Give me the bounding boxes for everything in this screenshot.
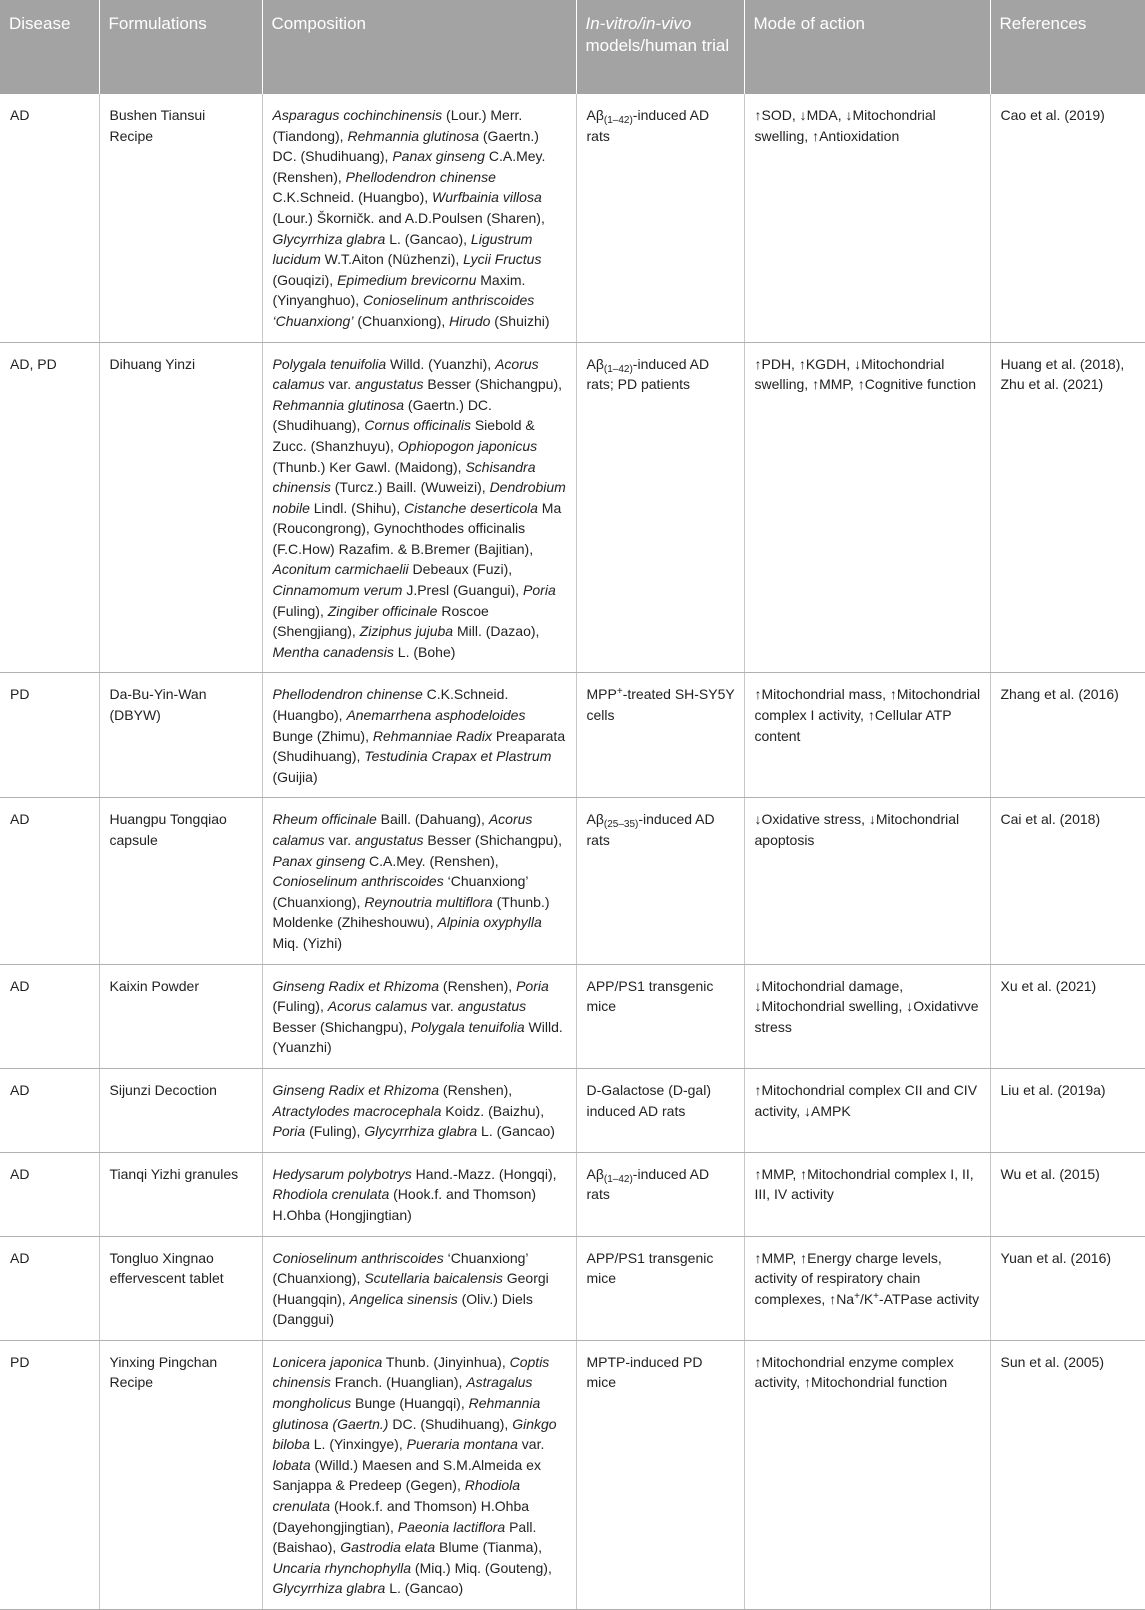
model-cell xyxy=(576,964,744,1068)
header-disease: Disease xyxy=(0,0,99,94)
model-segment: Aβ xyxy=(586,1165,604,1182)
table-row xyxy=(0,1340,1145,1609)
composition-segment: Miq. (Yizhi) xyxy=(272,934,342,951)
composition-segment: Phellodendron chinense xyxy=(272,686,423,703)
composition-segment: C.K.Schneid. (Huangbo), xyxy=(272,686,509,724)
formulation-cell xyxy=(99,1340,262,1609)
disease-cell xyxy=(0,1068,99,1152)
composition-segment: L. (Gancao) xyxy=(385,1580,464,1597)
composition-segment: (Lour.) Škorničk. and A.D.Poulsen (Sharen), xyxy=(272,209,545,226)
header-formulations: Formulations xyxy=(99,0,262,94)
composition-segment: (Fuling), xyxy=(272,602,328,619)
composition-segment: Koidz. (Baizhu), xyxy=(441,1102,545,1119)
composition-segment: Cornus officinalis xyxy=(364,417,471,434)
composition-segment: Paeonia lactiflora xyxy=(397,1518,506,1535)
reference-cell xyxy=(990,1236,1145,1340)
composition-segment: (Lour.) Merr. (Tiandong), xyxy=(272,107,523,144)
mode-of-action-cell xyxy=(744,342,990,673)
composition-cell xyxy=(262,1340,576,1609)
model-cell xyxy=(576,1068,744,1152)
composition-segment: C.A.Mey. (Renshen), xyxy=(272,148,546,185)
table-row xyxy=(0,1152,1145,1236)
composition-segment: Epimedium brevicornu xyxy=(337,271,477,288)
composition-segment: Pueraria montana xyxy=(406,1436,518,1453)
formulation-text: Huangpu Tongqiao capsule xyxy=(109,811,227,848)
composition-cell xyxy=(262,342,576,673)
composition-segment: Panax ginseng xyxy=(392,148,485,165)
mode-text: ↑Mitochondrial complex CII and CIV activity, ↓AMPK xyxy=(754,1081,978,1119)
mode-of-action-cell xyxy=(744,1152,990,1236)
disease-cell xyxy=(0,94,99,342)
disease-text: AD xyxy=(10,1081,30,1098)
model-cell xyxy=(576,1340,744,1609)
table-row xyxy=(0,94,1145,342)
model-cell xyxy=(576,673,744,798)
disease-cell xyxy=(0,1152,99,1236)
composition-segment: Besser (Shichangpu), xyxy=(423,376,563,393)
mode-segment: + xyxy=(873,1290,880,1302)
composition-segment: Poria xyxy=(523,582,556,599)
composition-segment: (Thunb.) Ker Gawl. (Maidong), xyxy=(272,458,466,475)
composition-segment: Rheum officinale xyxy=(272,811,377,828)
composition-segment: Willd. (Yuanzhi) xyxy=(272,1018,563,1056)
disease-text: AD, PD xyxy=(10,355,57,372)
model-cell xyxy=(576,94,744,342)
composition-segment: Panax ginseng xyxy=(272,852,366,869)
composition-segment: Roscoe (Shengjiang), xyxy=(272,602,489,640)
formulation-cell xyxy=(99,1152,262,1236)
formulation-cell xyxy=(99,798,262,964)
composition-segment: (Renshen), xyxy=(439,977,517,994)
composition-segment: Ziziphus jujuba xyxy=(359,623,454,640)
mode-of-action-cell xyxy=(744,964,990,1068)
composition-segment: angustatus xyxy=(457,998,527,1015)
disease-text: AD xyxy=(10,977,30,994)
composition-segment: Zingiber officinale xyxy=(327,602,438,619)
composition-segment: var. xyxy=(324,376,355,393)
composition-segment: C.A.Mey. (Renshen), xyxy=(365,852,499,869)
composition-segment: Atractylodes macrocephala xyxy=(272,1102,442,1119)
composition-segment: Scutellaria baicalensis xyxy=(364,1270,503,1287)
composition-segment: W.T.Aiton (Nüzhenzi), xyxy=(320,251,464,268)
composition-segment: ‘Chuanxiong’ (Chuanxiong), xyxy=(272,1249,529,1287)
reference-cell xyxy=(990,673,1145,798)
composition-segment: Rehmanniae Radix xyxy=(372,727,492,744)
disease-text: PD xyxy=(10,1353,30,1370)
composition-segment: Rhodiola crenulata xyxy=(272,1477,521,1515)
composition-segment: Poria xyxy=(516,977,549,994)
formulation-text: Tongluo Xingnao effervescent tablet xyxy=(109,1249,224,1287)
composition-segment: Franch. (Huanglian), xyxy=(330,1374,467,1391)
table-row xyxy=(0,342,1145,673)
disease-text: AD xyxy=(10,1165,30,1182)
model-segment: -treated SH-SY5Y cells xyxy=(586,686,735,724)
header-references: References xyxy=(990,0,1145,94)
composition-segment: Glycyrrhiza glabra xyxy=(272,230,386,247)
composition-segment: Angelica sinensis xyxy=(349,1290,458,1307)
composition-segment: Acorus calamus xyxy=(272,355,539,393)
composition-segment: (Gouqizi), xyxy=(272,271,338,288)
model-segment: -induced AD rats; PD patients xyxy=(586,355,710,393)
reference-text: Huang et al. (2018), Zhu et al. (2021) xyxy=(1000,355,1125,393)
model-segment: MPTP-induced PD mice xyxy=(586,1353,703,1391)
composition-segment: Anemarrhena asphodeloides xyxy=(346,707,526,724)
composition-segment: (Fuling), xyxy=(272,998,328,1015)
mode-of-action-cell xyxy=(744,1236,990,1340)
composition-segment: Conioselinum anthriscoides xyxy=(272,1249,444,1266)
formulation-text: Dihuang Yinzi xyxy=(109,355,196,372)
disease-cell xyxy=(0,673,99,798)
mode-segment: ↑MMP, ↑Energy charge levels, activity of respiratory chain complexes, ↑Na xyxy=(754,1249,942,1307)
composition-segment: Georgi (Huangqin), xyxy=(272,1270,549,1307)
mode-of-action-cell xyxy=(744,798,990,964)
model-segment: Aβ xyxy=(586,355,604,372)
composition-segment: Cistanche deserticola xyxy=(404,499,538,516)
composition-segment: L. (Yinxingye), xyxy=(309,1436,407,1453)
formulation-text: Sijunzi Decoction xyxy=(109,1081,217,1098)
formulation-cell xyxy=(99,1236,262,1340)
mode-text: ↑PDH, ↑KGDH, ↓Mitochondrial swelling, ↑MMP, ↑Cognitive function xyxy=(754,355,977,393)
composition-segment: Ginseng Radix et Rhizoma xyxy=(272,977,440,994)
composition-segment: Cinnamomum verum xyxy=(272,582,403,599)
model-segment: (1–42) xyxy=(603,115,633,126)
reference-text: Liu et al. (2019a) xyxy=(1000,1081,1106,1098)
composition-cell xyxy=(262,798,576,964)
disease-cell xyxy=(0,798,99,964)
disease-cell xyxy=(0,1236,99,1340)
disease-text: AD xyxy=(10,107,30,123)
reference-text: Cai et al. (2018) xyxy=(1000,811,1101,828)
composition-segment: (Gaertn.) DC. (Shudihuang), xyxy=(272,396,492,434)
composition-segment: angustatus xyxy=(355,376,424,393)
model-segment: (1–42) xyxy=(603,1173,633,1185)
mode-text: ↑Mitochondrial enzyme complex activity, ↑Mitochondrial function xyxy=(754,1353,954,1391)
composition-segment: L. (Gancao), xyxy=(385,230,471,247)
composition-segment: L. (Bohe) xyxy=(393,643,456,660)
model-segment: APP/PS1 transgenic mice xyxy=(586,1249,714,1287)
composition-segment: Alpinia oxyphylla xyxy=(437,914,542,931)
mode-text: ↑MMP, ↑Mitochondrial complex I, II, III, IV activity xyxy=(754,1165,974,1203)
composition-segment: Besser (Shichangpu), xyxy=(272,1018,412,1035)
composition-segment: Hedysarum polybotrys xyxy=(272,1165,412,1182)
table-row xyxy=(0,673,1145,798)
composition-segment: Bunge (Huangqi), xyxy=(351,1395,469,1412)
formulation-text: Bushen Tiansui Recipe xyxy=(109,107,206,144)
composition-segment: Lindl. (Shihu), xyxy=(309,499,405,516)
composition-segment: Pall. (Baishao), xyxy=(272,1518,537,1556)
composition-segment: Preaparata (Shudihuang), xyxy=(272,727,566,765)
composition-segment: C.K.Schneid. (Huangbo), xyxy=(272,189,433,206)
reference-text: Zhang et al. (2016) xyxy=(1000,686,1119,703)
model-segment: -induced AD rats xyxy=(586,811,715,848)
model-cell xyxy=(576,342,744,673)
composition-segment: (Miq.) Miq. (Gouteng), xyxy=(411,1559,552,1576)
mode-text: ↓Mitochondrial damage, ↓Mitochondrial swelling, ↓Oxidativve stress xyxy=(754,977,979,1035)
composition-segment: Polygala tenuifolia xyxy=(272,355,387,372)
model-segment: D-Galactose (D-gal) induced AD rats xyxy=(586,1081,711,1119)
composition-segment: Gastrodia elata xyxy=(340,1539,436,1556)
composition-segment: Glycyrrhiza glabra xyxy=(272,1580,386,1597)
disease-cell xyxy=(0,342,99,673)
composition-segment: Lonicera japonica xyxy=(272,1353,383,1370)
composition-segment: Baill. (Dahuang), xyxy=(376,811,489,828)
composition-segment: Conioselinum anthriscoides ‘Chuanxiong’ xyxy=(272,292,535,329)
formulation-cell xyxy=(99,342,262,673)
composition-segment: Thunb. (Jinyinhua), xyxy=(382,1353,510,1370)
reference-text: Cao et al. (2019) xyxy=(1000,107,1105,123)
mode-of-action-cell xyxy=(744,673,990,798)
composition-segment: Mill. (Dazao), xyxy=(453,623,540,640)
composition-segment: Rehmannia glutinosa xyxy=(272,396,405,413)
header-models-italic: In-vitro/in-vivo xyxy=(585,14,692,33)
composition-segment: angustatus xyxy=(355,832,424,848)
table-header-row xyxy=(0,0,1145,94)
disease-text: AD xyxy=(10,811,30,828)
table-row xyxy=(0,1236,1145,1340)
reference-cell xyxy=(990,94,1145,342)
composition-cell xyxy=(262,1236,576,1340)
composition-segment: Polygala tenuifolia xyxy=(411,1018,525,1035)
composition-segment: Hirudo xyxy=(449,312,491,329)
composition-segment: (Turcz.) Baill. (Wuweizi), xyxy=(330,479,490,496)
reference-cell xyxy=(990,1068,1145,1152)
mode-of-action-cell xyxy=(744,94,990,342)
reference-cell xyxy=(990,1340,1145,1609)
composition-segment: Acorus calamus xyxy=(327,998,428,1015)
composition-segment: (Fuling), xyxy=(305,1123,365,1140)
composition-cell xyxy=(262,673,576,798)
composition-cell xyxy=(262,1068,576,1152)
composition-segment: (Guijia) xyxy=(272,768,318,785)
composition-segment: (Hook.f. and Thomson) H.Ohba (Dayehongjingtian), xyxy=(272,1498,530,1535)
model-segment: + xyxy=(616,686,623,698)
mode-text: ↓Oxidative stress, ↓Mitochondrial apoptosis xyxy=(754,811,960,848)
reference-cell xyxy=(990,1152,1145,1236)
table-body xyxy=(0,94,1145,1610)
mode-text: ↑Mitochondrial mass, ↑Mitochondrial complex I activity, ↑Cellular ATP content xyxy=(754,686,981,744)
disease-text: PD xyxy=(10,686,30,703)
formulation-cell xyxy=(99,673,262,798)
composition-cell xyxy=(262,1152,576,1236)
formulation-text: Da-Bu-Yin-Wan (DBYW) xyxy=(109,686,207,724)
formulation-cell xyxy=(99,94,262,342)
disease-text: AD xyxy=(10,1249,30,1266)
composition-segment: var. xyxy=(517,1436,545,1453)
header-models xyxy=(576,0,744,94)
composition-segment: Bunge (Zhimu), xyxy=(272,727,373,744)
composition-segment: lobata xyxy=(272,1456,311,1473)
composition-segment: Aconitum carmichaelii xyxy=(272,561,409,578)
header-mode-of-action: Mode of action xyxy=(744,0,990,94)
composition-segment: Ginseng Radix et Rhizoma xyxy=(272,1081,440,1098)
header-composition: Composition xyxy=(262,0,576,94)
model-segment: Aβ xyxy=(586,811,604,828)
reference-cell xyxy=(990,964,1145,1068)
composition-segment: Debeaux (Fuzi), xyxy=(408,561,513,578)
mode-segment: -ATPase activity xyxy=(879,1290,980,1307)
formulation-text: Kaixin Powder xyxy=(109,977,199,994)
composition-segment: Dendrobium nobile xyxy=(272,479,566,516)
composition-segment: ‘Chuanxiong’ (Chuanxiong), xyxy=(272,873,529,910)
composition-segment: Astragalus mongholicus xyxy=(272,1374,533,1412)
composition-segment: (Renshen), xyxy=(439,1081,513,1098)
composition-segment: (Willd.) Maesen and S.M.Almeida ex Sanjappa & Predeep (Gegen), xyxy=(272,1456,541,1494)
composition-segment: Rehmannia glutinosa (Gaertn.) xyxy=(272,1395,541,1432)
composition-segment: Asparagus cochinchinensis xyxy=(272,107,443,123)
composition-segment: Lycii Fructus xyxy=(463,251,542,268)
mode-of-action-cell xyxy=(744,1068,990,1152)
composition-segment: Wurfbainia villosa xyxy=(432,189,542,206)
model-segment: -induced AD rats xyxy=(586,107,710,144)
composition-segment: Rhodiola crenulata xyxy=(272,1186,390,1203)
model-segment: -induced AD rats xyxy=(586,1165,710,1203)
composition-segment: Ophiopogon japonicus xyxy=(397,437,538,454)
composition-segment: J.Presl (Guangui), xyxy=(402,582,524,599)
composition-segment: (Gaertn.) DC. (Shudihuang), xyxy=(272,127,539,165)
disease-cell xyxy=(0,1340,99,1609)
composition-segment: Ginkgo biloba xyxy=(272,1415,557,1453)
table-row xyxy=(0,964,1145,1068)
composition-segment: Coptis chinensis xyxy=(272,1353,550,1391)
table-row xyxy=(0,1068,1145,1152)
table-row xyxy=(0,798,1145,964)
mode-segment: /K xyxy=(859,1290,874,1307)
model-segment: APP/PS1 transgenic mice xyxy=(586,977,714,1015)
composition-segment: (Hook.f. and Thomson) H.Ohba (Hongjingtian) xyxy=(272,1186,537,1223)
model-cell xyxy=(576,798,744,964)
composition-segment: Glycyrrhiza glabra xyxy=(364,1123,478,1140)
composition-segment: Uncaria rhynchophylla xyxy=(272,1559,412,1576)
composition-segment: Siebold & Zucc. (Shanzhuyu), xyxy=(272,417,535,454)
reference-text: Wu et al. (2015) xyxy=(1000,1165,1100,1182)
model-segment: Aβ xyxy=(586,107,604,123)
composition-segment: var. xyxy=(324,832,355,848)
header-models-rest: models/human trial xyxy=(585,36,730,55)
composition-segment: Acorus calamus xyxy=(272,811,533,848)
model-segment: MPP xyxy=(586,686,617,703)
formulation-cell xyxy=(99,964,262,1068)
reference-text: Xu et al. (2021) xyxy=(1000,977,1097,994)
model-segment: (1–42) xyxy=(603,363,633,375)
composition-segment: Willd. (Yuanzhi), xyxy=(386,355,496,372)
composition-segment: Poria xyxy=(272,1123,306,1140)
composition-cell xyxy=(262,94,576,342)
composition-segment: Rehmannia glutinosa xyxy=(347,127,479,144)
composition-segment: (Shuizhi) xyxy=(490,312,550,329)
composition-segment: DC. (Shudihuang), xyxy=(388,1415,513,1432)
formulation-text: Tianqi Yizhi granules xyxy=(109,1165,239,1182)
composition-cell xyxy=(262,964,576,1068)
reference-cell xyxy=(990,342,1145,673)
composition-segment: Schisandra chinensis xyxy=(272,458,536,496)
mode-of-action-cell xyxy=(744,1340,990,1609)
composition-segment: Hand.-Mazz. (Hongqi), xyxy=(411,1165,557,1182)
composition-segment: Phellodendron chinense xyxy=(345,168,496,185)
formulation-text: Yinxing Pingchan Recipe xyxy=(109,1353,218,1391)
composition-segment: Ligustrum lucidum xyxy=(272,230,533,268)
formulation-cell xyxy=(99,1068,262,1152)
composition-segment: var. xyxy=(427,998,458,1015)
model-segment: (25–35) xyxy=(603,819,639,831)
composition-segment: L. (Gancao) xyxy=(477,1123,555,1140)
composition-segment: Blume (Tianma), xyxy=(435,1539,542,1556)
mode-segment: + xyxy=(854,1290,860,1302)
disease-cell xyxy=(0,964,99,1068)
composition-segment: (Chuanxiong), xyxy=(353,312,450,329)
model-cell xyxy=(576,1236,744,1340)
composition-segment: (Oliv.) Diels (Danggui) xyxy=(272,1290,533,1328)
composition-segment: Maxim. (Yinyanghuo), xyxy=(272,271,526,309)
reference-text: Sun et al. (2005) xyxy=(1000,1353,1105,1370)
composition-segment: Mentha canadensis xyxy=(272,643,394,660)
composition-segment: Ma (Roucongrong), Gynochthodes officinalis (F.C.How) Razafim. & B.Bremer (Bajitian), xyxy=(272,499,562,557)
composition-segment: Besser (Shichangpu), xyxy=(423,832,563,848)
composition-segment: Reynoutria multiflora xyxy=(364,893,493,910)
mode-text: ↑SOD, ↓MDA, ↓Mitochondrial swelling, ↑Antioxidation xyxy=(754,107,936,144)
reference-cell xyxy=(990,798,1145,964)
reference-text: Yuan et al. (2016) xyxy=(1000,1249,1112,1266)
composition-segment: Conioselinum anthriscoides xyxy=(272,873,444,890)
composition-segment: Testudinia Crapax et Plastrum xyxy=(364,748,552,765)
composition-segment: (Thunb.) Moldenke (Zhiheshouwu), xyxy=(272,893,550,931)
model-cell xyxy=(576,1152,744,1236)
